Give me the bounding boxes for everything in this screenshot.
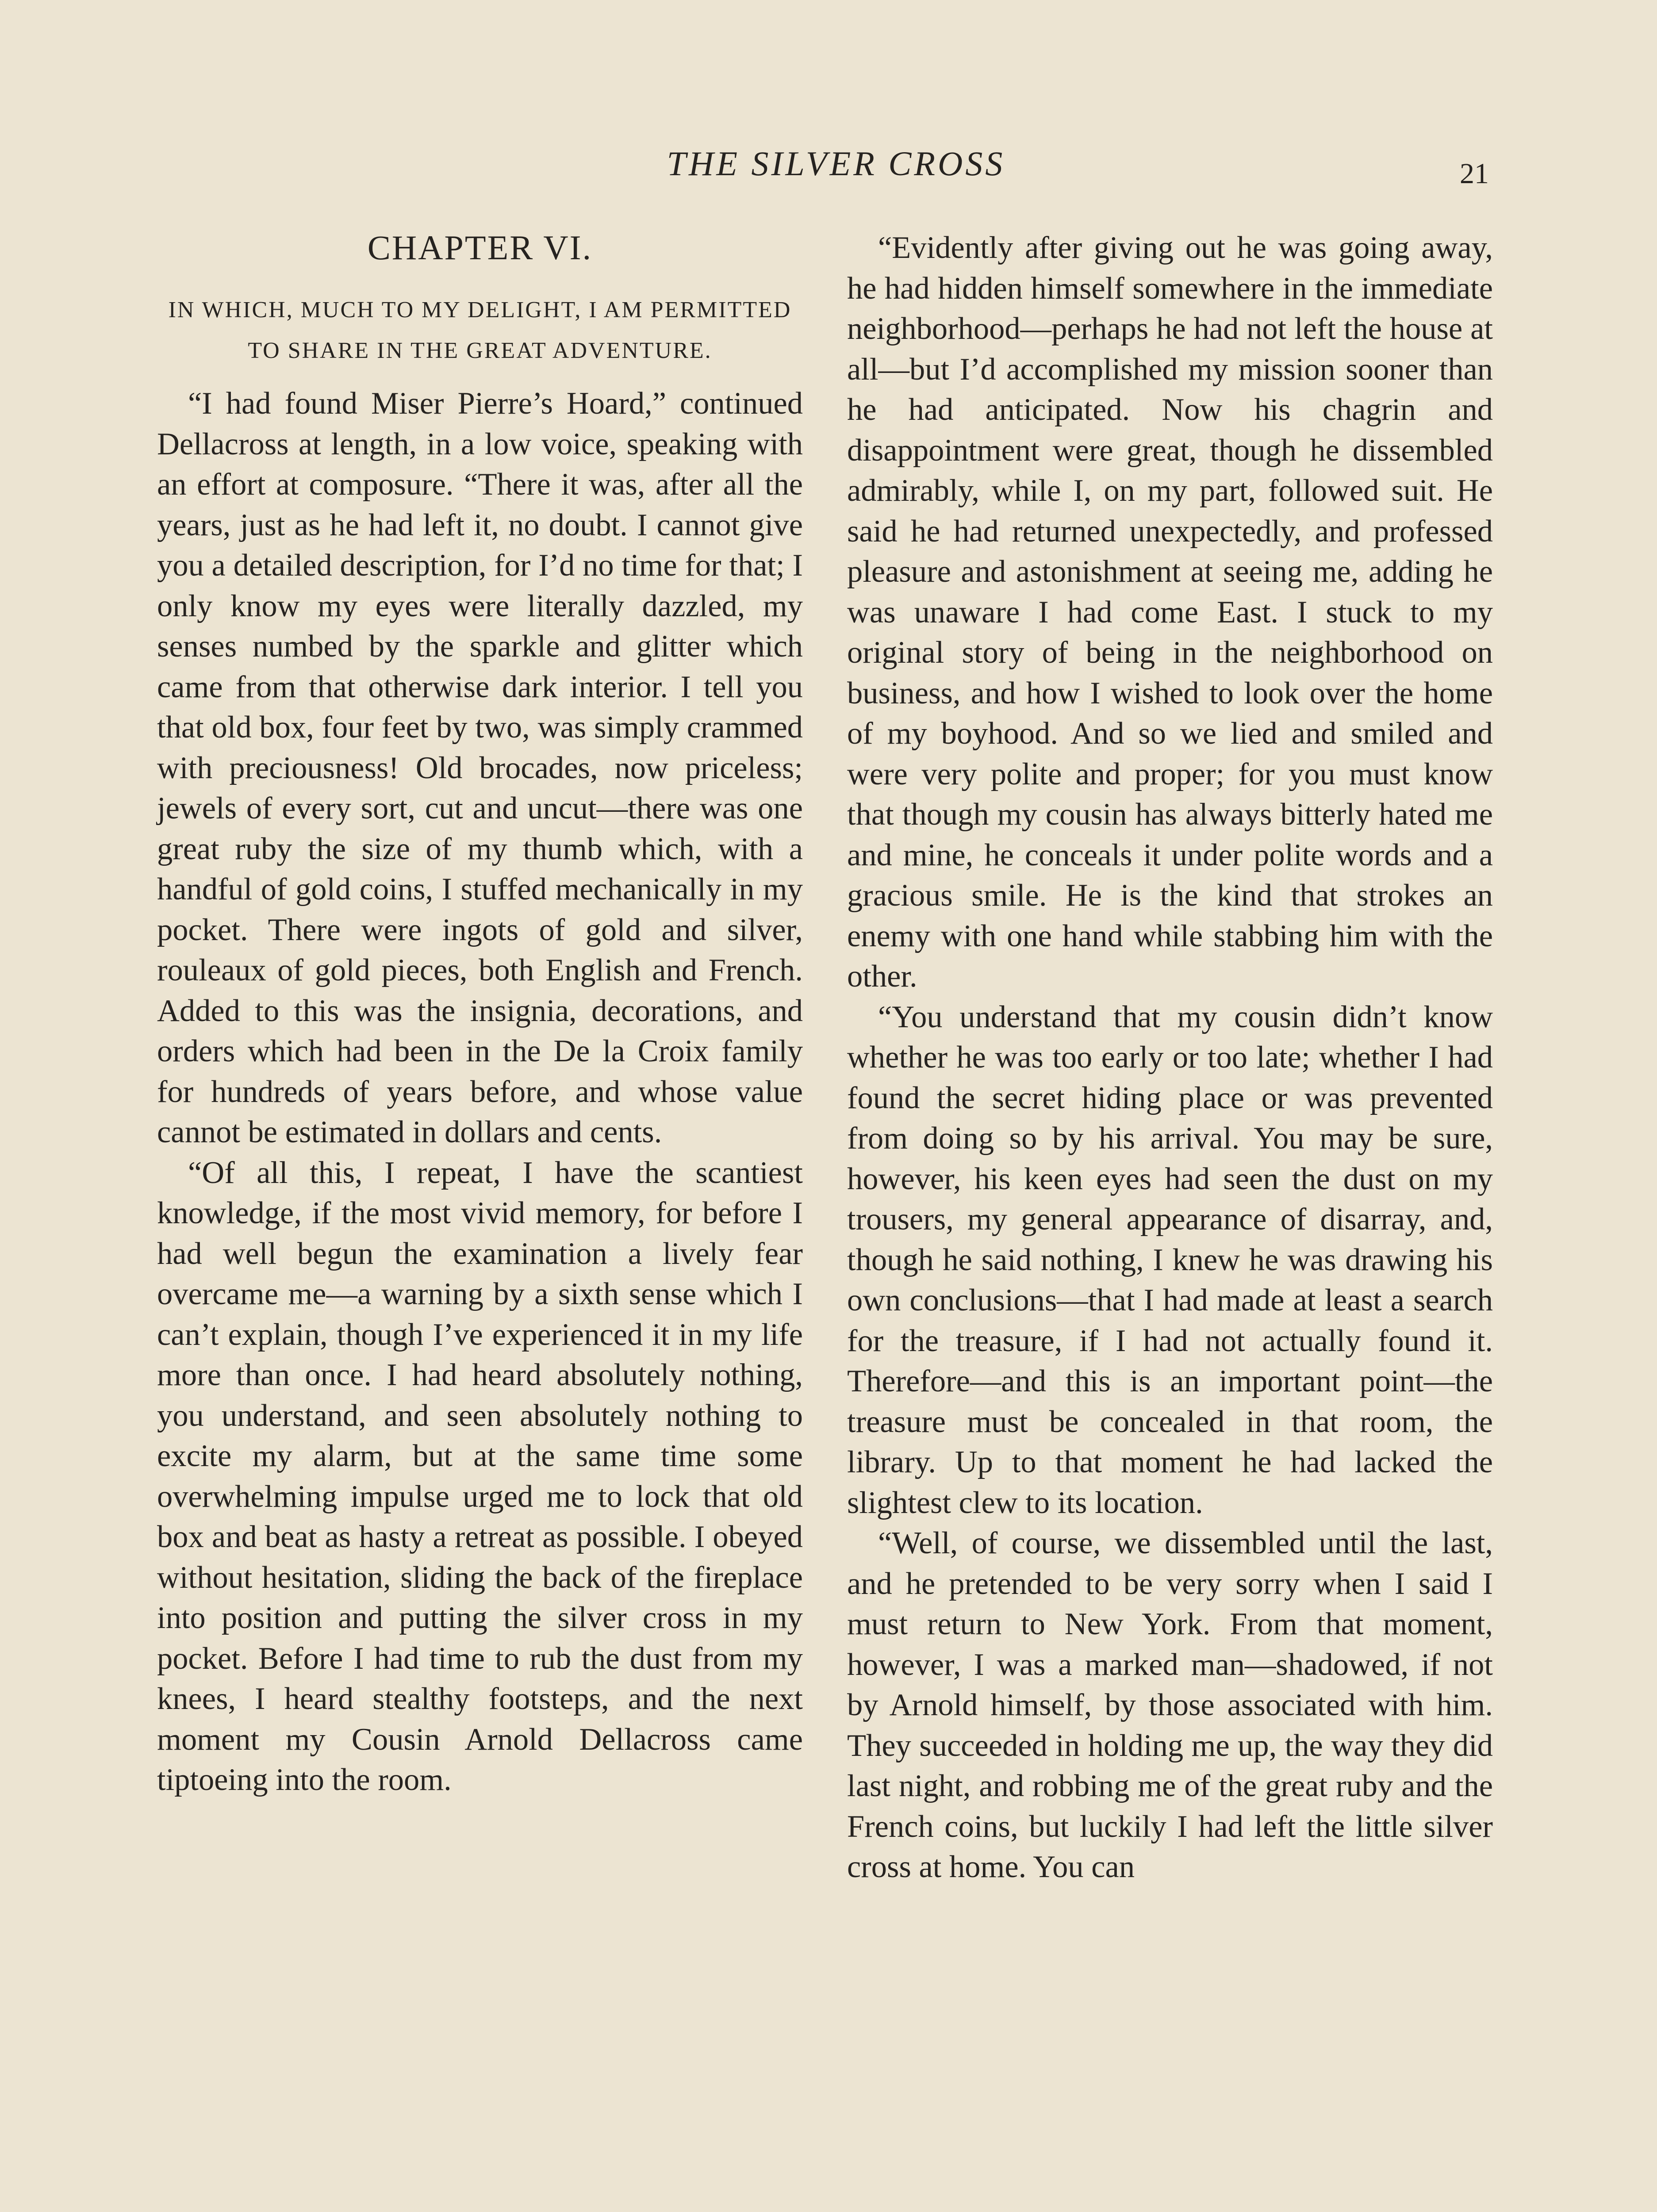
paragraph: “I had found Miser Pierre’s Hoard,” continued Dellacross at length, in a low voice, speaking with an effort at composure. “There it was, after all the years, just as he had left it, no doubt. I cannot give you a detailed description, for I’d no time for that; I only know my eyes were literally dazzled, my senses numbed by the sparkle and glitter which came from that otherwise dark interior. I tell you that old box, four feet by two, was simply crammed with preciousness! Old brocades, now priceless; jewels of every sort, cut and uncut—there was one great ruby the size of my thumb which, with a handful of gold coins, I stuffed mechanically in my pocket. There were ingots of gold and silver, rouleaux of gold pieces, both English and French. Added to this was the insignia, decorations, and orders which had been in the De la Croix family for hundreds of years before, and whose value cannot be estimated in dollars and cents. [157,386,803,1149]
chapter-subtitle: IN WHICH, MUCH TO MY DELIGHT, I AM PERMITTED TO SHARE IN THE GREAT ADVENTURE. [168,297,792,363]
chapter-title: CHAPTER VI. [367,228,593,267]
page-number: 21 [1460,157,1489,190]
paragraph: “You understand that my cousin didn’t know whether he was too early or too late; whether I had found the secret hiding place or was prevented from doing so by his arrival. You may be sure, however, his keen eyes had seen the dust on my trousers, my general appearance of disarray, and, though he said nothing, I knew he was drawing his own conclusions—that I had made at least a search for the treasure, if I had not actually found it. Therefore—and this is an important point—the treasure must be concealed in that room, the library. Up to that moment he had lacked the slightest clew to its location. [847,999,1493,1520]
paragraph: “Well, of course, we dissembled until the last, and he pretended to be very sorry when I said I must return to New York. From that moment, however, I was a marked man—shadowed, if not by Arnold himself, by those associated with him. They succeeded in holding me up, the way they did last night, and robbing me of the great ruby and the French coins, but luckily I had left the little silver cross at home. You can [847,1526,1493,1884]
paragraph: “Of all this, I repeat, I have the scantiest knowledge, if the most vivid memory, for before I had well begun the examination a lively fear overcame me—a warning by a sixth sense which I can’t explain, though I’ve experienced it in my life more than once. I had heard absolutely nothing, you understand, and seen absolutely nothing to excite my alarm, but at the same time some overwhelming impulse urged me to lock that old box and beat as hasty a retreat as possible. I obeyed without hesitation, sliding the back of the fireplace into position and putting the silver cross in my pocket. Before I had time to rub the dust from my knees, I heard stealthy footsteps, and the next moment my Cousin Arnold Dellacross came tiptoeing into the room. [157,1155,803,1797]
left-column [157,228,803,1801]
right-column [847,228,1493,1888]
running-head: THE SILVER CROSS [667,144,1005,183]
paragraph: “Evidently after giving out he was going away, he had hidden himself somewhere in the immediate neighborhood—perhaps he had not left the house at all—but I’d accomplished my mission sooner than he had anticipated. Now his chagrin and disappointment were great, though he dissembled admirably, while I, on my part, followed suit. He said he had returned unexpectedly, and professed pleasure and astonishment at seeing me, adding he was unaware I had come East. I stuck to my original story of being in the neighborhood on business, and how I wished to look over the home of my boyhood. And so we lied and smiled and were very polite and proper; for you must know that though my cousin has always bitterly hated me and mine, he conceals it under polite words and a gracious smile. He is the kind that strokes an enemy with one hand while stabbing him with the other. [847,230,1493,994]
